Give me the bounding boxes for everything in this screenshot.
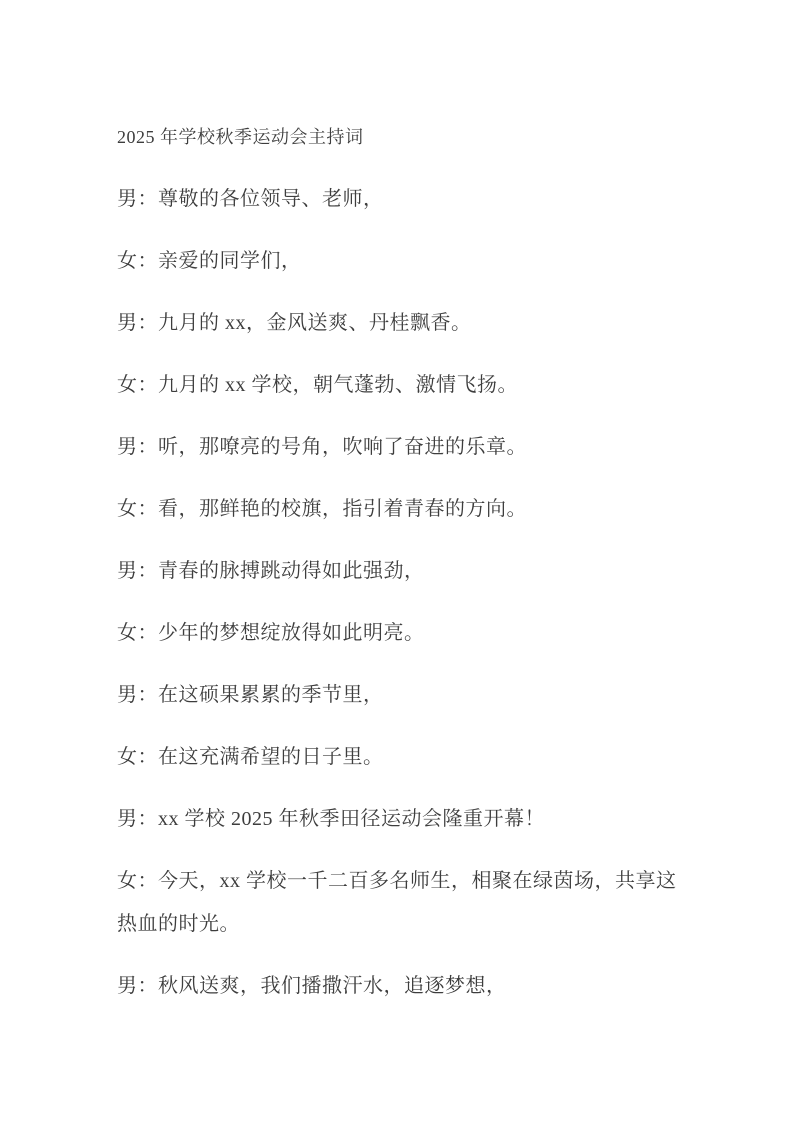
document-content xyxy=(117,116,693,1027)
paragraph: 女：今天，xx 学校一千二百多名师生，相聚在绿茵场，共享这热血的时光。 xyxy=(117,870,677,935)
paragraph: 男：九月的 xx，金风送爽、丹桂飘香。 xyxy=(117,312,472,334)
document-title: 2025 年学校秋季运动会主持词 xyxy=(117,127,364,147)
paragraph: 女：九月的 xx 学校，朝气蓬勃、激情飞扬。 xyxy=(117,374,518,396)
paragraph: 男：秋风送爽，我们播撒汗水，追逐梦想， xyxy=(117,975,507,997)
paragraph: 男：在这硕果累累的季节里， xyxy=(117,684,384,706)
paragraph: 男：xx 学校 2025 年秋季田径运动会隆重开幕！ xyxy=(117,808,545,830)
paragraph: 女：亲爱的同学们， xyxy=(117,250,302,272)
paragraph: 女：看，那鲜艳的校旗，指引着青春的方向。 xyxy=(117,498,527,520)
paragraph: 男：青春的脉搏跳动得如此强劲， xyxy=(117,560,425,582)
paragraph: 男：听，那嘹亮的号角，吹响了奋进的乐章。 xyxy=(117,436,527,458)
paragraph: 女：在这充满希望的日子里。 xyxy=(117,746,384,768)
paragraph-list xyxy=(117,178,693,1008)
paragraph: 男：尊敬的各位领导、老师， xyxy=(117,188,384,210)
paragraph: 女：少年的梦想绽放得如此明亮。 xyxy=(117,622,425,644)
